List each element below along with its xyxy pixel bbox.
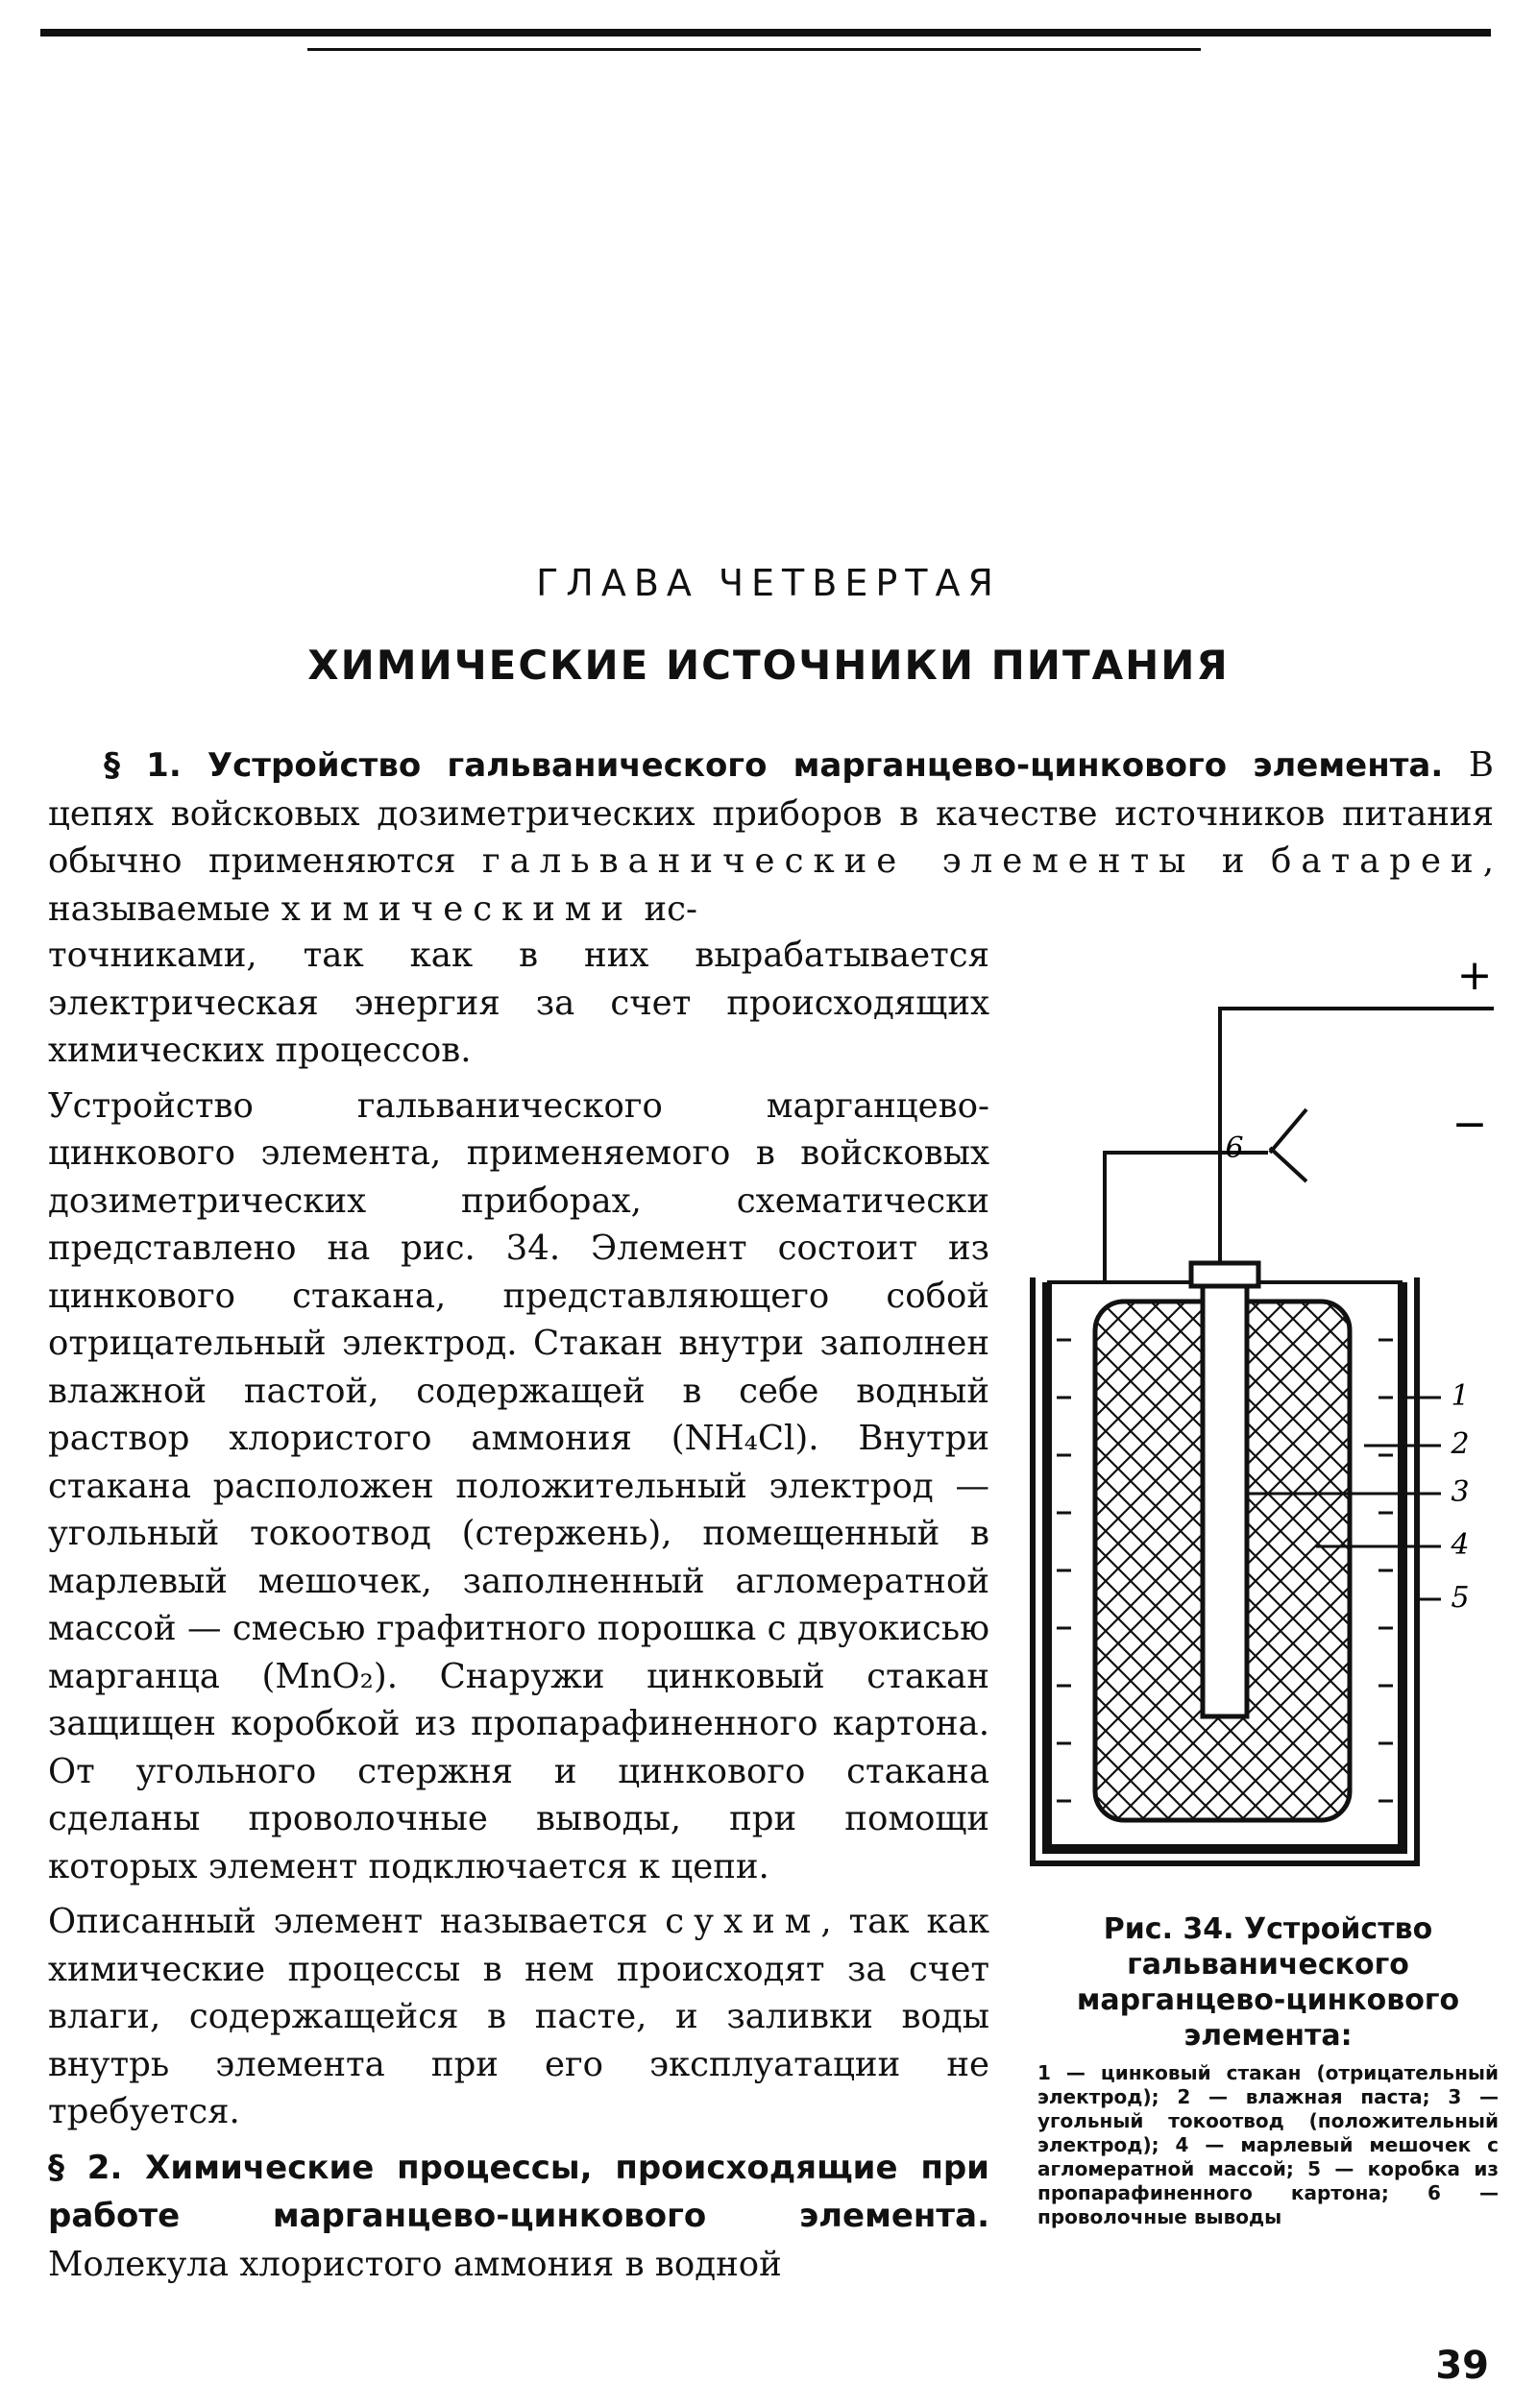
section1-p3-end: , так как химические процессы в нем происходят за счет влаги, содержащейся в пасте, и заливки воды внутрь элемента при его эксплуатации не требуется. (48, 1902, 989, 2131)
section1-body (48, 932, 989, 2296)
term-dry: сухим (665, 1902, 821, 1941)
caption-title: Рис. 34. Устройство гальванического марганцево-цинкового элемента: (1076, 1912, 1460, 2053)
terminal-wires (1105, 1009, 1494, 1282)
carbon-rod (1203, 1275, 1247, 1716)
section1-p1-mid2: , называемые (48, 841, 1494, 929)
section1-p2: Устройство гальванического марганцево-цинкового элемента, применяемого в войсковых дозиметрических приборах, схематически представлено на рис. 34. Элемент состоит из цинкового стакана, представляющего собой отрицательный электрод. Стакан внутри заполнен влажной пастой, содержащей в себе водный раствор хлористого аммония (NH₄Cl). Внутри стакана расположен положительный электрод — угольный токоотвод (стержень), помещенный в марлевый мешочек, заполненный агломератной массой — смесью графитного порошка с двуокисью марганца (MnO₂). Снаружи цинковый стакан защищен коробкой из пропарафиненного картона. От угольного стержня и цинкового стакана сделаны проволочные выводы, при помощи которых элемент подключается к цепи. (48, 1085, 989, 1886)
page-number: 39 (1435, 2344, 1489, 2388)
caption-legend: 1 — цинковый стакан (отрицательный электрод); 2 — влажная паста; 3 — угольный токоотвод (положительный электрод); 4 — марлевый мешочек с агломератной массой; 5 — коробка из пропарафиненного картона; 6 — проволочные выводы (1037, 2061, 1499, 2228)
battery-diagram (1018, 951, 1499, 1916)
label-2: 2 (1451, 1427, 1470, 1461)
rod-cap (1191, 1263, 1258, 1286)
section2-text: Молекула хлористого аммония в водной (48, 2244, 782, 2284)
chapter-title: ХИМИЧЕСКИЕ ИСТОЧНИКИ ПИТАНИЯ (307, 642, 1230, 689)
term-chemical: химическими (281, 888, 634, 929)
section1-p3-start: Описанный элемент называется (48, 1902, 666, 1941)
minus-sign: − (1452, 1100, 1488, 1149)
sub-rule (307, 48, 1201, 51)
section2-heading: § 2. Химические процессы, происходящие при работе марганцево-цинкового элемента. (48, 2148, 989, 2235)
section2 (48, 2144, 989, 2289)
figure-caption (1037, 1911, 1499, 2229)
top-rule (40, 29, 1491, 36)
section1-p1-end-wide: ис- (633, 888, 698, 929)
label-5: 5 (1451, 1581, 1470, 1615)
section1-p1-start: В цепях войсковых дозиметрических приборов в качестве источников питания обычно применяются (48, 745, 1494, 881)
section1-p1-mid: и (1195, 841, 1271, 881)
section1-intro (48, 742, 1494, 933)
cell-body (1033, 1263, 1417, 1863)
label-3: 3 (1451, 1475, 1470, 1509)
section1-p3 (48, 1898, 989, 2136)
term-galvanic-cells: гальванические элементы (481, 841, 1196, 881)
section1-heading: § 1. Устройство гальванического марганцево-цинкового элемента. (104, 746, 1444, 785)
plus-sign: + (1456, 951, 1493, 1000)
term-batteries: батареи (1270, 841, 1483, 881)
chapter-label: ГЛАВА ЧЕТВЕРТАЯ (536, 562, 1001, 604)
section1-p1-end: точниками, так как в них вырабатывается электрическая энергия за счет происходящих химических процессов. (48, 936, 989, 1070)
label-6: 6 (1225, 1131, 1244, 1165)
label-4: 4 (1451, 1528, 1470, 1562)
label-1: 1 (1451, 1379, 1470, 1413)
